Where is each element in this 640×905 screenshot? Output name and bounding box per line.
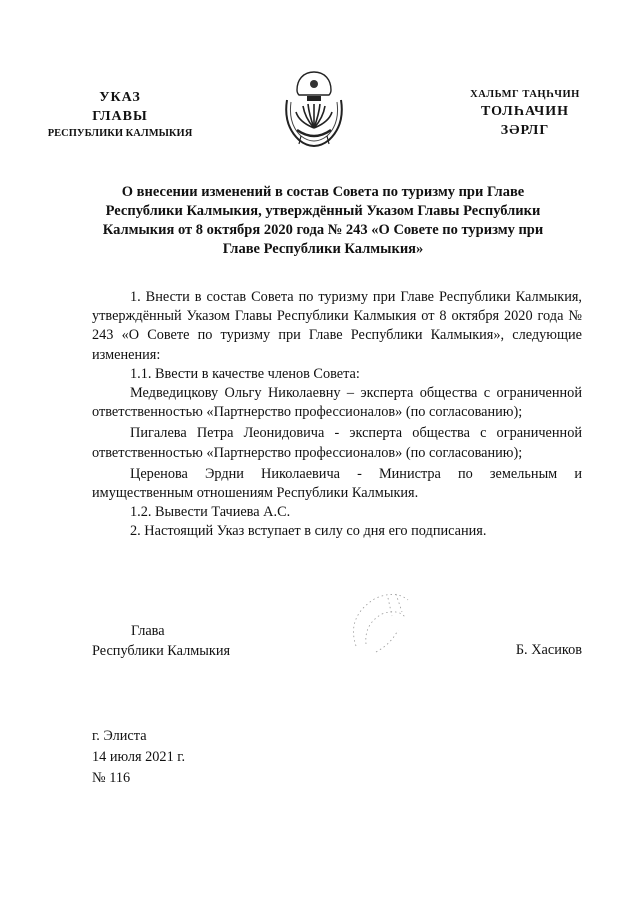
coat-of-arms-icon bbox=[279, 70, 349, 152]
paragraph-member-3: Церенова Эрдни Николаевича - Министра по земельным и имущественным отношениям Республики Калмыкия. bbox=[92, 465, 582, 502]
paragraph-1-2: 1.2. Вывести Тачиева А.С. bbox=[130, 504, 291, 521]
header-left-russian bbox=[40, 88, 200, 141]
header-decree-label: УКАЗ bbox=[99, 90, 141, 105]
header-kalmyk-decree-label: ЗӘРЛГ bbox=[500, 123, 550, 138]
paragraph-member-1: Медведицкову Ольгу Николаевну – эксперта общества с ограниченной ответственностью «Партнерство профессионалов» (по согласованию); bbox=[92, 385, 582, 421]
paragraph-1: 1. Внести в состав Совета по туризму при Главе Республики Калмыкия, утверждённый Указом Главы Республики Калмыкия от 8 октября 2020 года № 243 «О Совете по туризму при Главе Республики Калмыкия», следующие изменения: bbox=[92, 289, 582, 363]
title-line: Республики Калмыкия, утверждённый Указом Главы Республики bbox=[105, 203, 541, 219]
signatory-name: Б. Хасиков bbox=[515, 642, 582, 658]
title-line: О внесении изменений в состав Совета по туризму при Главе bbox=[121, 184, 525, 200]
footer-number: № 116 bbox=[92, 770, 131, 786]
footer-date: 14 июля 2021 г. bbox=[92, 749, 186, 765]
signatory-position bbox=[92, 622, 230, 661]
title-line: Калмыкия от 8 октября 2020 года № 243 «О Совете по туризму при bbox=[102, 222, 544, 238]
decree-title bbox=[92, 183, 554, 259]
header-right-kalmyk bbox=[440, 88, 610, 140]
header-kalmyk-head-label: ТОЛҺАЧИН bbox=[480, 104, 570, 119]
signatory-position-line2: Республики Калмыкия bbox=[92, 642, 231, 659]
decree-body bbox=[92, 288, 582, 542]
title-line: Главе Республики Калмыкия» bbox=[222, 241, 424, 257]
paragraph-1-1: 1.1. Ввести в качестве членов Совета: bbox=[130, 365, 360, 382]
signature-stamp-icon bbox=[336, 586, 426, 666]
signatory-position-line1: Глава bbox=[131, 623, 165, 639]
decree-footer bbox=[92, 726, 185, 789]
header-head-label: ГЛАВЫ bbox=[92, 109, 148, 124]
header-republic-label: РЕСПУБЛИКИ КАЛМЫКИЯ bbox=[47, 128, 193, 139]
paragraph-member-2: Пигалева Петра Леонидовича - эксперта общества с ограниченной ответственностью «Партнерство профессионалов» (по согласованию); bbox=[92, 425, 582, 461]
header-kalmyk-republic-label: ХАЛЬМГ ТАҢҺЧИН bbox=[470, 89, 580, 100]
paragraph-2: 2. Настоящий Указ вступает в силу со дня его подписания. bbox=[130, 523, 487, 540]
footer-city: г. Элиста bbox=[92, 728, 147, 744]
